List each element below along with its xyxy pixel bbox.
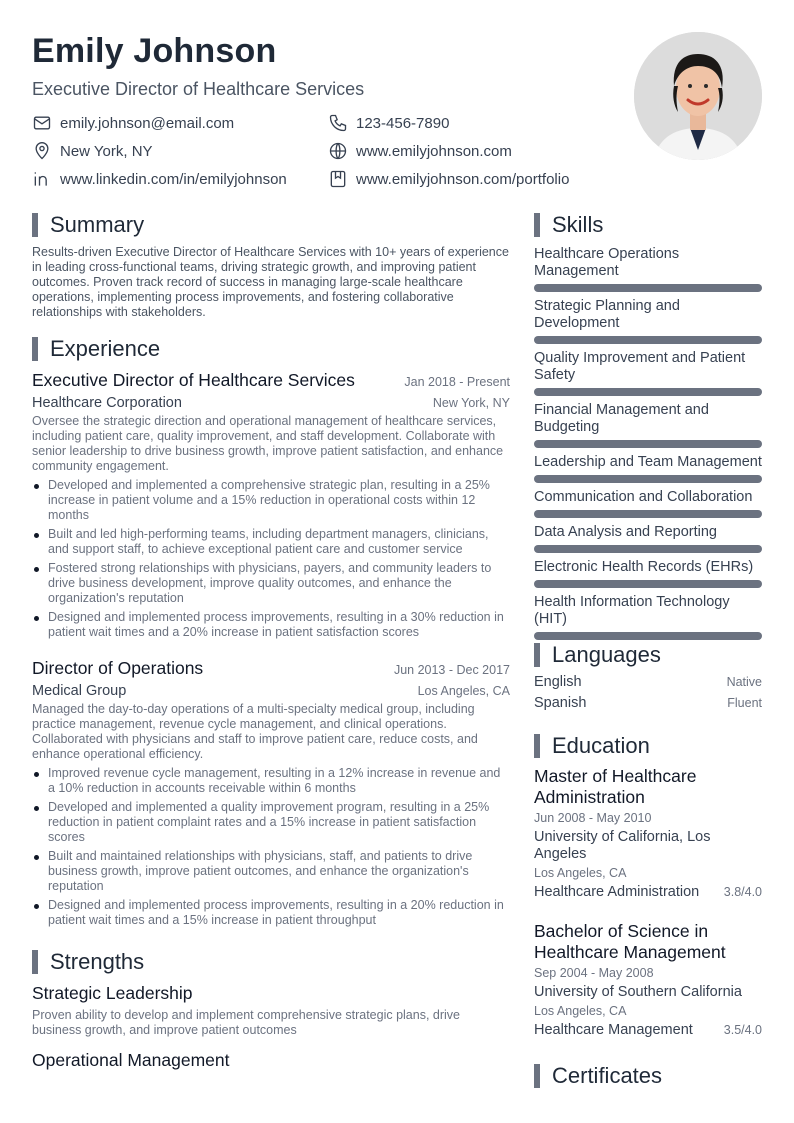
skill-name: Leadership and Team Management: [534, 454, 762, 470]
job-bullet: Designed and implemented process improvements, resulting in a 20% reduction in patient wait times and a 15% increase in patient throughput: [32, 898, 510, 928]
section-accent-bar: [32, 213, 38, 237]
job-location: Los Angeles, CA: [417, 684, 510, 698]
language-item: [534, 674, 762, 695]
language-name: English: [534, 674, 582, 690]
globe-icon: [328, 141, 348, 161]
edu-field: Healthcare Management: [534, 1022, 693, 1038]
skill-bar: [534, 510, 762, 518]
section-education-title: Education: [552, 733, 650, 758]
resume-header: [32, 30, 632, 100]
job-bullet: Developed and implemented a quality improvement program, resulting in a 25% reduction in patient complaint rates and a 15% increase in patient satisfaction scores: [32, 800, 510, 845]
job-header: [32, 369, 510, 391]
section-education-heading: [534, 733, 650, 759]
skill-name: Data Analysis and Reporting: [534, 524, 717, 540]
edu-location: Los Angeles, CA: [534, 866, 627, 880]
education-item: [534, 921, 762, 1038]
job-company-row: [32, 683, 510, 699]
edu-gpa: 3.8/4.0: [723, 885, 762, 899]
location-text: New York, NY: [60, 142, 153, 160]
skill-item: [534, 454, 762, 483]
candidate-name: Emily Johnson: [32, 32, 277, 70]
job-location: New York, NY: [432, 396, 510, 410]
email-text: emily.johnson@email.com: [60, 114, 235, 132]
job-title: Executive Director of Healthcare Services: [32, 370, 355, 390]
contact-email[interactable]: [32, 112, 234, 134]
skill-bar: [534, 580, 762, 588]
section-accent-bar: [534, 643, 540, 667]
strength-description: Proven ability to develop and implement comprehensive strategic plans, drive business growth, and improve patient outcomes: [32, 1008, 461, 1037]
skill-item: [534, 246, 762, 292]
job-title: Director of Operations: [32, 658, 204, 678]
skill-bar: [534, 284, 762, 292]
map-pin-icon: [32, 141, 52, 161]
edu-field-row: [534, 1022, 762, 1038]
candidate-title: Executive Director of Healthcare Services: [32, 79, 365, 99]
section-strengths-title: Strengths: [50, 949, 145, 974]
contact-portfolio[interactable]: [328, 168, 569, 190]
job-bullets: [32, 766, 510, 928]
skill-bar: [534, 632, 762, 640]
job-bullet: Built and led high-performing teams, including department managers, clinicians, and support staff, to achieve exceptional patient care and customer service: [32, 527, 510, 557]
skill-item: [534, 559, 762, 588]
mail-icon: [32, 113, 52, 133]
job-bullet: Built and maintained relationships with physicians, staff, and patients to drive business growth, improve patient outcomes, and enhance the organization's reputation: [32, 849, 510, 894]
job-company: Medical Group: [32, 683, 127, 699]
experience-item: [32, 657, 510, 932]
section-summary-heading: [32, 212, 144, 238]
section-languages-heading: [534, 642, 661, 668]
language-level: Fluent: [727, 696, 762, 710]
job-date: Jun 2013 - Dec 2017: [393, 663, 510, 677]
portfolio-text: www.emilyjohnson.com/portfolio: [356, 170, 570, 188]
summary-text: Results-driven Executive Director of Healthcare Services with 10+ years of experience in leading cross-functional teams, driving strategic growth, and improving patient outcomes. Proven track record of success in managing large-scale healthcare operations, implementing process improvements, and fostering collaborative relationships with stakeholders.: [32, 245, 509, 319]
languages-list: [534, 674, 762, 716]
section-strengths-heading: [32, 949, 144, 975]
contact-website[interactable]: [328, 140, 512, 162]
edu-degree: Master of Healthcare Administration: [534, 766, 697, 807]
skill-item: [534, 489, 762, 518]
job-bullet: Improved revenue cycle management, resulting in a 12% increase in revenue and a 10% reduction in accounts receivable within 6 months: [32, 766, 510, 796]
edu-location: Los Angeles, CA: [534, 1004, 627, 1018]
edu-field: Healthcare Administration: [534, 884, 700, 900]
skill-name: Strategic Planning and Development: [534, 298, 680, 331]
contact-linkedin[interactable]: [32, 168, 287, 190]
language-level: Native: [726, 675, 762, 689]
section-accent-bar: [32, 337, 38, 361]
education-item: [534, 766, 762, 900]
strength-item: [32, 982, 510, 1038]
edu-date: Sep 2004 - May 2008: [534, 966, 654, 980]
section-summary-title: Summary: [50, 212, 145, 237]
linkedin-text: www.linkedin.com/in/emilyjohnson: [60, 170, 287, 188]
job-bullets: [32, 478, 510, 640]
skill-item: [534, 298, 762, 344]
job-bullet: Designed and implemented process improvements, resulting in a 30% reduction in patient wait times and a 20% increase in patient satisfaction scores: [32, 610, 510, 640]
job-company: Healthcare Corporation: [32, 395, 182, 411]
section-skills-heading: [534, 212, 603, 238]
profile-photo-illustration: [634, 32, 762, 160]
bookmark-icon: [328, 169, 348, 189]
section-experience-title: Experience: [50, 336, 161, 361]
summary-block: [32, 245, 510, 320]
section-certificates-heading: [534, 1063, 662, 1089]
job-date: Jan 2018 - Present: [404, 375, 510, 389]
phone-text: 123-456-7890: [356, 114, 450, 132]
skill-item: [534, 350, 762, 396]
strength-item: [32, 1049, 510, 1071]
skill-item: [534, 402, 762, 448]
profile-photo: [634, 32, 762, 160]
job-header: [32, 657, 510, 679]
skill-name: Quality Improvement and Patient Safety: [534, 350, 746, 383]
skill-name: Electronic Health Records (EHRs): [534, 559, 754, 575]
skill-name: Health Information Technology (HIT): [534, 594, 730, 627]
section-certificates-title: Certificates: [552, 1063, 663, 1088]
skill-bar: [534, 545, 762, 553]
skill-item: [534, 524, 762, 553]
skill-item: [534, 594, 762, 640]
skills-list: [534, 246, 762, 646]
skill-bar: [534, 388, 762, 396]
edu-field-row: [534, 884, 762, 900]
language-name: Spanish: [534, 695, 587, 711]
skill-bar: [534, 440, 762, 448]
skill-bar: [534, 336, 762, 344]
section-accent-bar: [32, 950, 38, 974]
skill-name: Communication and Collaboration: [534, 489, 753, 505]
section-skills-title: Skills: [552, 212, 604, 237]
skill-name: Healthcare Operations Management: [534, 246, 680, 279]
strength-title: Strategic Leadership: [32, 983, 193, 1003]
section-accent-bar: [534, 1064, 540, 1088]
job-company-row: [32, 395, 510, 411]
section-experience-heading: [32, 336, 160, 362]
job-description: Managed the day-to-day operations of a multi-specialty medical group, including practice management, revenue cycle management, and clinical operations. Collaborated with physicians and staff to improve patient care, reduce costs, and enhance operational efficiency.: [32, 702, 478, 761]
skill-bar: [534, 475, 762, 483]
language-item: [534, 695, 762, 716]
edu-date: Jun 2008 - May 2010: [534, 811, 652, 825]
linkedin-icon: [32, 169, 52, 189]
edu-gpa: 3.5/4.0: [723, 1023, 762, 1037]
phone-icon: [328, 113, 348, 133]
edu-degree: Bachelor of Science in Healthcare Management: [534, 921, 726, 962]
skill-name: Financial Management and Budgeting: [534, 402, 709, 435]
section-accent-bar: [534, 734, 540, 758]
section-accent-bar: [534, 213, 540, 237]
job-bullet: Fostered strong relationships with physicians, payers, and community leaders to drive business development, improve quality outcomes, and enhance the organization's reputation: [32, 561, 510, 606]
edu-school: University of Southern California: [534, 984, 742, 1000]
contact-phone[interactable]: [328, 112, 449, 134]
contact-location: [32, 140, 153, 162]
section-languages-title: Languages: [552, 642, 661, 667]
strength-title: Operational Management: [32, 1050, 230, 1070]
job-description: Oversee the strategic direction and operational management of healthcare services, including patient care, quality improvement, and staff development. Collaborate with senior leadership to drive business growth, improve patient satisfaction, and enhance community engagement.: [32, 414, 504, 473]
edu-school: University of California, Los Angeles: [534, 829, 711, 862]
experience-item: [32, 369, 510, 644]
website-text: www.emilyjohnson.com: [356, 142, 512, 160]
job-bullet: Developed and implemented a comprehensive strategic plan, resulting in a 25% increase in patient volume and a 15% reduction in operational costs within 12 months: [32, 478, 510, 523]
